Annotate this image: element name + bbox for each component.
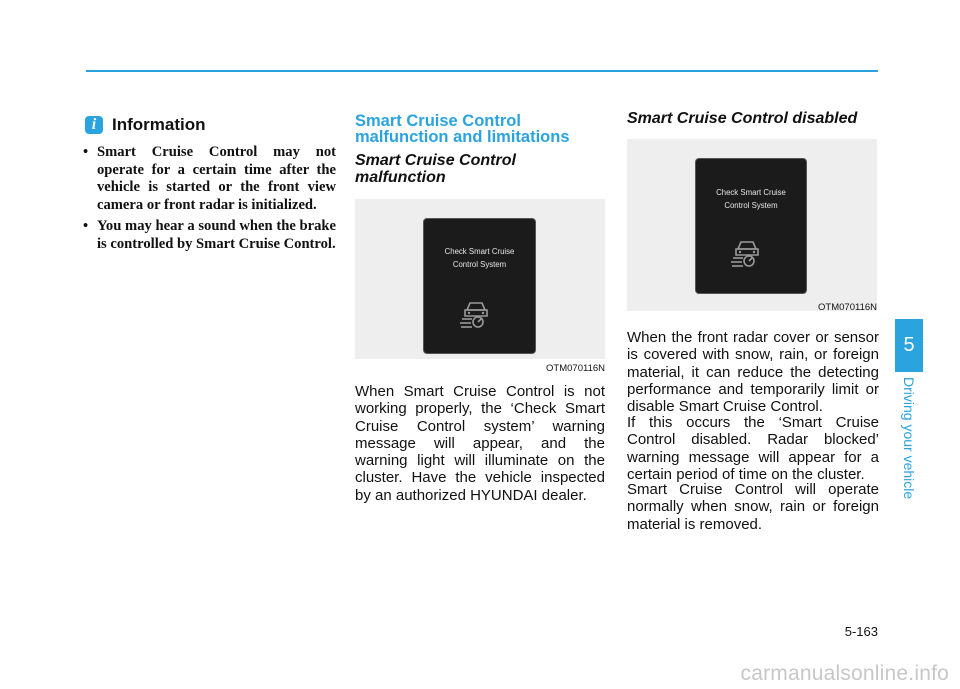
malfunction-subheading: Smart Cruise Control malfunction (355, 152, 516, 186)
disabled-paragraph: Smart Cruise Control will operate normally when snow, rain or foreign material is removed. (627, 481, 879, 533)
warning-message-line2: Control System (724, 201, 778, 210)
warning-message-line1: Check Smart Cruise (444, 247, 515, 256)
disabled-subheading: Smart Cruise Control disabled (627, 110, 858, 127)
info-icon: i (85, 116, 103, 134)
malfunction-paragraph: When Smart Cruise Control is not working properly, the ‘Check Smart Cruise Control system’ warning message will appear, and the warning light will illuminate on the cluster. Have the vehicle inspected by an authorized HYUNDAI dealer. (355, 383, 605, 504)
figure-code: OTM070116N (818, 302, 877, 313)
cluster-figure (355, 199, 605, 359)
figure-code: OTM070116N (546, 363, 605, 374)
header-rule (86, 70, 878, 72)
section-heading: Smart Cruise Control malfunction and limitations (355, 112, 570, 146)
disabled-paragraph: If this occurs the ‘Smart Cruise Control disabled. Radar blocked’ warning message will appear for a certain period of time on the cluster. (627, 414, 879, 483)
chapter-tab (895, 319, 923, 372)
list-item: • Smart Cruise Control may not operate for a certain time after the vehicle is started or the front view camera or front radar is initialized. (80, 144, 336, 214)
information-title: Information (112, 115, 206, 134)
warning-message-line2: Control System (452, 260, 507, 269)
smart-cruise-warning-icon (731, 237, 771, 269)
information-header (85, 115, 206, 135)
chapter-number: 5 (903, 334, 915, 356)
watermark: carmanualsonline.info (740, 662, 949, 685)
warning-message-line1: Check Smart Cruise (716, 188, 786, 197)
cluster-display (695, 158, 807, 294)
disabled-paragraph: When the front radar cover or sensor is covered with snow, rain, or foreign material, it can reduce the detecting performance and temporarily limit or disable Smart Cruise Control. (627, 329, 879, 416)
smart-cruise-warning-icon (460, 298, 500, 330)
cluster-display (423, 218, 536, 354)
chapter-title: Driving your vehicle (901, 377, 917, 500)
cluster-figure (627, 139, 877, 311)
information-list (80, 144, 336, 257)
page-number: 5-163 (844, 624, 878, 639)
list-item: • You may hear a sound when the brake is controlled by Smart Cruise Control. (80, 218, 336, 253)
